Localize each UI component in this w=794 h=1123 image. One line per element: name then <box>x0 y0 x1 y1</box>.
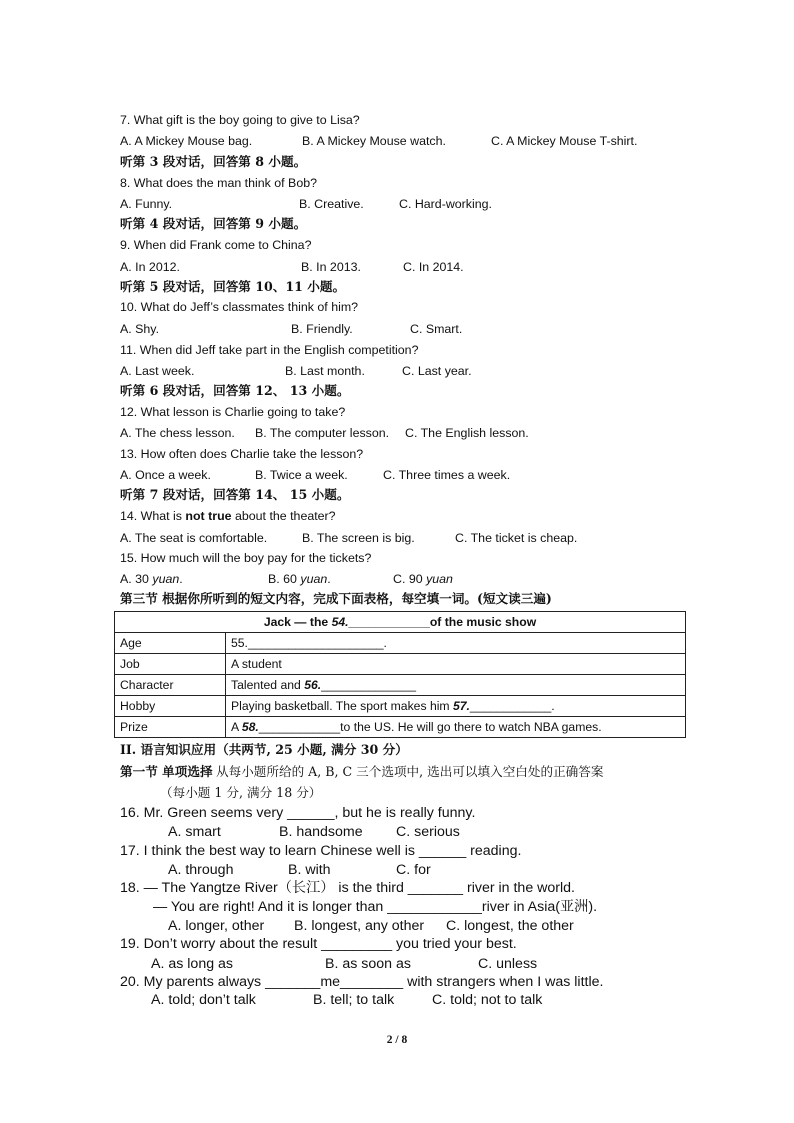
dialogue-4-heading: 听第 4 段对话，回答第 9 小题。 <box>120 216 307 231</box>
table-header-row <box>115 612 686 633</box>
q15-option-b: B. 60 yuan. <box>268 572 331 586</box>
q11-option-a: A. Last week. <box>120 364 195 378</box>
q12-option-c: C. The English lesson. <box>405 426 529 440</box>
question-18-line-1: 18. — The Yangtze River（长江） is the third _______ river in the world. <box>120 880 576 896</box>
music-show-table <box>114 611 686 738</box>
row-label-hobby: Hobby <box>115 696 226 717</box>
q20-option-a: A. told; don’t talk <box>151 992 256 1008</box>
q14-option-c: C. The ticket is cheap. <box>455 531 578 545</box>
q14-emphasis: not true <box>185 509 232 523</box>
q10-option-a: A. Shy. <box>120 322 160 336</box>
row-value-prize: A 58.____________to the US. He will go there to watch NBA games. <box>226 717 686 738</box>
q12-option-b: B. The computer lesson. <box>255 426 390 440</box>
question-11-stem: 11. When did Jeff take part in the English competition? <box>120 343 419 357</box>
q19-option-b: B. as soon as <box>325 956 411 972</box>
section-1-description: 从每小题所给的 A, B, C 三个选项中, 选出可以填入空白处的正确答案 <box>216 764 604 779</box>
question-10-stem: 10. What do Jeff’s classmates think of him? <box>120 300 359 314</box>
dialogue-3-heading: 听第 3 段对话，回答第 8 小题。 <box>120 154 307 169</box>
page-number: 2 / 8 <box>386 1034 408 1046</box>
section-1-heading <box>120 764 603 780</box>
q17-option-a: A. through <box>168 862 234 878</box>
q9-option-b: B. In 2013. <box>301 260 361 274</box>
question-20-stem: 20. My parents always _______me________ with strangers when I was little. <box>120 974 604 990</box>
question-9-stem: 9. When did Frank come to China? <box>120 238 312 252</box>
q15-option-a: A. 30 yuan. <box>120 572 183 586</box>
q15-option-c: C. 90 yuan <box>393 572 453 586</box>
q7-option-b: B. A Mickey Mouse watch. <box>302 134 446 148</box>
q7-option-a: A. A Mickey Mouse bag. <box>120 134 253 148</box>
q19-option-c: C. unless <box>478 956 538 972</box>
q19-option-a: A. as long as <box>151 956 234 972</box>
row-value-character: Talented and 56.______________ <box>226 675 686 696</box>
question-8-stem: 8. What does the man think of Bob? <box>120 176 317 190</box>
q16-option-a: A. smart <box>168 824 221 840</box>
q18-option-b: B. longest, any other <box>294 918 425 934</box>
row-value-hobby: Playing basketball. The sport makes him 57.____________. <box>226 696 686 717</box>
q13-option-b: B. Twice a week. <box>255 468 348 482</box>
q18-option-c: C. longest, the other <box>446 918 574 934</box>
q10-option-c: C. Smart. <box>410 322 463 336</box>
row-value-age: 55.____________________. <box>226 633 686 654</box>
q9-option-c: C. In 2014. <box>403 260 464 274</box>
question-19-stem: 19. Don’t worry about the result _________ you tried your best. <box>120 936 517 952</box>
question-7-stem: 7. What gift is the boy going to give to Lisa? <box>120 113 360 127</box>
q18-option-a: A. longer, other <box>168 918 265 934</box>
table-row <box>115 696 686 717</box>
part-2-heading: II. 语言知识应用（共两节, 25 小题, 满分 30 分） <box>120 742 408 757</box>
question-15-stem: 15. How much will the boy pay for the tickets? <box>120 551 372 565</box>
q13-option-c: C. Three times a week. <box>383 468 511 482</box>
question-18-line-2: — You are right! And it is longer than ____________river in Asia(亚洲). <box>153 899 598 915</box>
q11-option-c: C. Last year. <box>402 364 472 378</box>
section-3-heading: 第三节 根据你所听到的短文内容，完成下面表格，每空填一词。(短文读三遍) <box>120 591 552 606</box>
table-row <box>115 675 686 696</box>
q8-option-a: A. Funny. <box>120 197 173 211</box>
q14-prefix: 14. What is <box>120 509 186 523</box>
table-row <box>115 633 686 654</box>
question-16-stem: 16. Mr. Green seems very ______, but he is really funny. <box>120 805 476 821</box>
section-1-title: 第一节 单项选择 <box>120 764 213 779</box>
q16-option-c: C. serious <box>396 824 460 840</box>
row-label-job: Job <box>115 654 226 675</box>
row-value-job: A student <box>226 654 686 675</box>
table-row <box>115 654 686 675</box>
q20-option-c: C. told; not to talk <box>432 992 543 1008</box>
q8-option-c: C. Hard-working. <box>399 197 492 211</box>
table-title: Jack — the 54.____________of the music show <box>115 612 686 633</box>
dialogue-5-heading: 听第 5 段对话，回答第 10、11 小题。 <box>120 279 346 294</box>
q16-option-b: B. handsome <box>279 824 363 840</box>
question-12-stem: 12. What lesson is Charlie going to take? <box>120 405 346 419</box>
q14-option-b: B. The screen is big. <box>302 531 415 545</box>
q10-option-b: B. Friendly. <box>291 322 353 336</box>
q12-option-a: A. The chess lesson. <box>120 426 235 440</box>
table-row <box>115 717 686 738</box>
q20-option-b: B. tell; to talk <box>313 992 395 1008</box>
dialogue-7-heading: 听第 7 段对话，回答第 14、 15 小题。 <box>120 487 350 502</box>
q14-option-a: A. The seat is comfortable. <box>120 531 268 545</box>
question-17-stem: 17. I think the best way to learn Chinese well is ______ reading. <box>120 843 522 859</box>
row-label-age: Age <box>115 633 226 654</box>
q17-option-b: B. with <box>288 862 331 878</box>
q13-option-a: A. Once a week. <box>120 468 211 482</box>
question-13-stem: 13. How often does Charlie take the lesson? <box>120 447 364 461</box>
q11-option-b: B. Last month. <box>285 364 365 378</box>
q9-option-a: A. In 2012. <box>120 260 180 274</box>
dialogue-6-heading: 听第 6 段对话，回答第 12、 13 小题。 <box>120 383 350 398</box>
row-label-prize: Prize <box>115 717 226 738</box>
q7-option-c: C. A Mickey Mouse T-shirt. <box>491 134 638 148</box>
q8-option-b: B. Creative. <box>299 197 364 211</box>
row-label-character: Character <box>115 675 226 696</box>
question-14-stem <box>120 508 336 524</box>
section-1-score: （每小题 1 分, 满分 18 分） <box>160 785 322 800</box>
q14-suffix: about the theater? <box>231 509 336 523</box>
q17-option-c: C. for <box>396 862 431 878</box>
